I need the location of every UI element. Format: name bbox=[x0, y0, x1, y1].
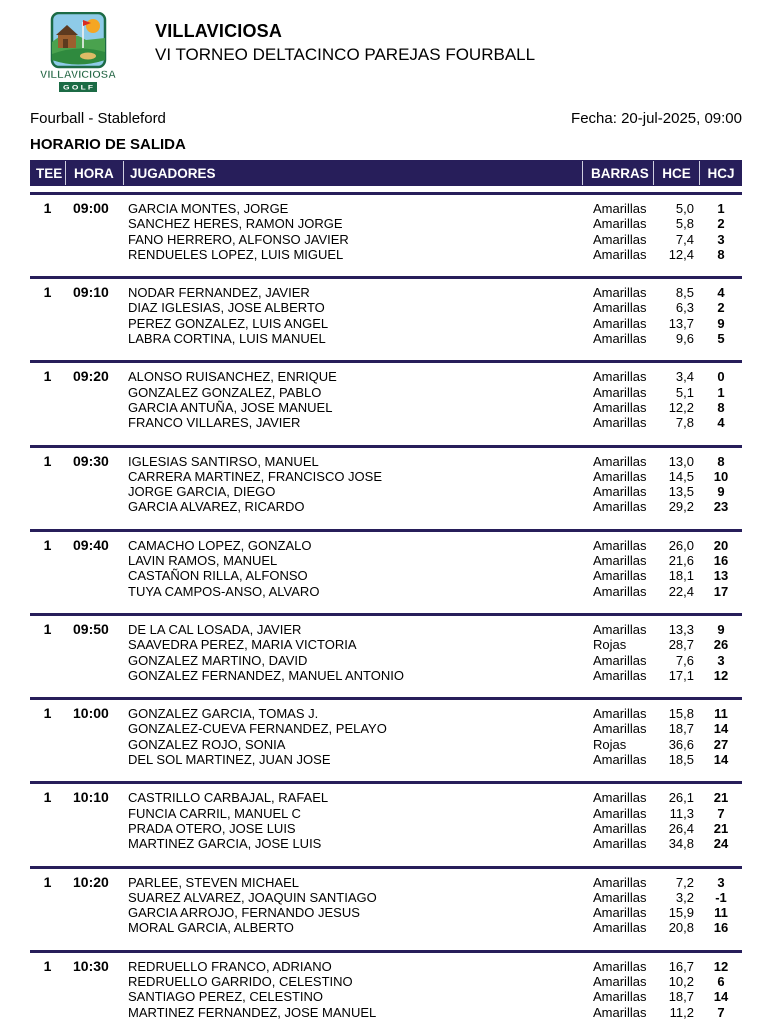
player-name: GONZALEZ GONZALEZ, PABLO bbox=[128, 384, 322, 400]
player-hcj: 8 bbox=[717, 399, 725, 415]
date-label: Fecha: 20-jul-2025, 09:00 bbox=[571, 110, 742, 127]
player-hce: 12,2 bbox=[668, 399, 694, 415]
player-name: GARCIA ANTUÑA, JOSE MANUEL bbox=[128, 399, 333, 415]
player-hce: 18,7 bbox=[668, 721, 694, 737]
player-hce: 17,1 bbox=[668, 667, 694, 683]
format-label: Fourball - Stableford bbox=[30, 110, 166, 127]
player-hcj: 3 bbox=[717, 231, 725, 247]
player-barras: Amarillas bbox=[593, 201, 647, 216]
player-barras: Amarillas bbox=[593, 415, 647, 431]
player-barras: Amarillas bbox=[593, 667, 647, 683]
player-row bbox=[122, 668, 742, 683]
player-row bbox=[122, 989, 742, 1004]
player-hcj: 26 bbox=[713, 637, 729, 653]
player-name: REDRUELLO GARRIDO, CELESTINO bbox=[128, 973, 353, 989]
player-row bbox=[122, 905, 742, 920]
player-hce: 6,3 bbox=[675, 300, 694, 316]
player-row bbox=[122, 890, 742, 905]
player-name: CAMACHO LOPEZ, GONZALO bbox=[128, 537, 312, 553]
player-hce: 13,7 bbox=[668, 315, 694, 331]
player-barras: Amarillas bbox=[593, 285, 647, 301]
player-row bbox=[122, 584, 742, 599]
player-hcj: 7 bbox=[717, 1004, 725, 1020]
player-name: RENDUELES LOPEZ, LUIS MIGUEL bbox=[128, 246, 344, 262]
player-name: GONZALEZ GARCIA, TOMAS J. bbox=[128, 706, 319, 722]
player-hcj: 17 bbox=[713, 583, 729, 599]
player-name: IGLESIAS SANTIRSO, MANUEL bbox=[128, 453, 319, 469]
player-name: GONZALEZ MARTINO, DAVID bbox=[128, 652, 308, 668]
player-row bbox=[122, 1005, 742, 1020]
player-barras: Amarillas bbox=[593, 583, 647, 599]
player-rows bbox=[122, 622, 742, 683]
player-barras: Amarillas bbox=[593, 820, 647, 836]
player-name: DIAZ IGLESIAS, JOSE ALBERTO bbox=[128, 300, 325, 316]
section-title: HORARIO DE SALIDA bbox=[30, 136, 186, 153]
player-name: MARTINEZ GARCIA, JOSE LUIS bbox=[128, 836, 322, 852]
player-barras: Amarillas bbox=[593, 568, 647, 584]
player-hcj: 10 bbox=[713, 468, 729, 484]
club-header bbox=[30, 12, 742, 98]
player-rows bbox=[122, 538, 742, 599]
player-hcj: 7 bbox=[717, 805, 725, 821]
player-barras: Amarillas bbox=[593, 621, 647, 637]
tee-number: 1 bbox=[43, 957, 52, 974]
column-header-hora: HORA bbox=[74, 165, 114, 181]
player-rows bbox=[122, 201, 742, 262]
tee-sheet-body bbox=[30, 192, 742, 1034]
tee-number: 1 bbox=[43, 368, 52, 385]
table-header bbox=[30, 160, 742, 186]
player-hce: 3,4 bbox=[675, 369, 694, 385]
player-hce: 36,6 bbox=[668, 736, 694, 752]
player-row bbox=[122, 706, 742, 721]
player-hce: 28,7 bbox=[668, 637, 694, 653]
player-hcj: 12 bbox=[713, 958, 729, 974]
player-row bbox=[122, 637, 742, 652]
player-rows bbox=[122, 285, 742, 346]
player-row bbox=[122, 790, 742, 805]
player-hce: 3,2 bbox=[675, 889, 694, 905]
player-row bbox=[122, 806, 742, 821]
tee-sheet bbox=[30, 160, 742, 1034]
player-name: GARCIA ALVAREZ, RICARDO bbox=[128, 499, 305, 515]
player-hce: 18,1 bbox=[668, 568, 694, 584]
player-hce: 26,4 bbox=[668, 820, 694, 836]
player-hce: 5,8 bbox=[675, 216, 694, 232]
player-name: SUAREZ ALVAREZ, JOAQUIN SANTIAGO bbox=[128, 889, 377, 905]
tee-number: 1 bbox=[43, 620, 52, 637]
player-name: SANTIAGO PEREZ, CELESTINO bbox=[128, 989, 324, 1005]
tee-number: 1 bbox=[43, 284, 52, 301]
tee-time: 09:50 bbox=[73, 620, 109, 637]
player-name: CARRERA MARTINEZ, FRANCISCO JOSE bbox=[128, 468, 383, 484]
player-hcj: -1 bbox=[715, 889, 727, 905]
player-barras: Amarillas bbox=[593, 973, 647, 989]
player-rows bbox=[122, 875, 742, 936]
tee-time: 09:00 bbox=[73, 200, 109, 216]
player-hcj: 14 bbox=[713, 752, 729, 768]
tee-group bbox=[30, 445, 742, 529]
player-hcj: 6 bbox=[717, 973, 725, 989]
player-name: LABRA CORTINA, LUIS MANUEL bbox=[128, 331, 326, 347]
player-hce: 15,8 bbox=[668, 706, 694, 722]
player-row bbox=[122, 201, 742, 216]
player-name: LAVIN RAMOS, MANUEL bbox=[128, 553, 278, 569]
tee-number: 1 bbox=[43, 873, 52, 890]
tee-number: 1 bbox=[43, 200, 52, 216]
player-row bbox=[122, 568, 742, 583]
player-name: CASTAÑON RILLA, ALFONSO bbox=[128, 568, 308, 584]
meta-row bbox=[30, 110, 742, 127]
player-hce: 10,2 bbox=[668, 973, 694, 989]
tee-number: 1 bbox=[43, 789, 52, 806]
player-barras: Amarillas bbox=[593, 484, 647, 500]
tee-time: 09:20 bbox=[73, 368, 109, 385]
player-name: FRANCO VILLARES, JAVIER bbox=[128, 415, 301, 431]
player-barras: Amarillas bbox=[593, 836, 647, 852]
tee-group bbox=[30, 697, 742, 781]
player-hce: 21,6 bbox=[668, 553, 694, 569]
player-barras: Amarillas bbox=[593, 537, 647, 553]
tee-time: 10:00 bbox=[73, 705, 109, 722]
player-row bbox=[122, 331, 742, 346]
player-name: GARCIA MONTES, JORGE bbox=[128, 201, 289, 216]
column-header-hce: HCE bbox=[662, 165, 691, 181]
player-barras: Rojas bbox=[593, 637, 627, 653]
player-name: DEL SOL MARTINEZ, JUAN JOSE bbox=[128, 752, 331, 768]
player-row bbox=[122, 752, 742, 767]
player-hce: 5,0 bbox=[675, 201, 694, 216]
player-barras: Amarillas bbox=[593, 652, 647, 668]
player-name: GONZALEZ-CUEVA FERNANDEZ, PELAYO bbox=[128, 721, 387, 737]
player-hce: 11,3 bbox=[669, 805, 694, 821]
player-hcj: 16 bbox=[713, 920, 729, 936]
tee-group bbox=[30, 360, 742, 444]
player-rows bbox=[122, 790, 742, 851]
player-row bbox=[122, 737, 742, 752]
player-barras: Amarillas bbox=[593, 315, 647, 331]
player-hcj: 4 bbox=[717, 285, 725, 301]
player-hcj: 11 bbox=[714, 905, 728, 921]
player-hcj: 2 bbox=[717, 300, 725, 316]
player-row bbox=[122, 836, 742, 851]
player-row bbox=[122, 959, 742, 974]
player-hcj: 1 bbox=[717, 384, 725, 400]
player-name: MARTINEZ FERNANDEZ, JOSE MANUEL bbox=[128, 1004, 377, 1020]
player-row bbox=[122, 538, 742, 553]
tournament-name: VI TORNEO DELTACINCO PAREJAS FOURBALL bbox=[155, 45, 536, 64]
tee-number: 1 bbox=[43, 536, 52, 553]
player-barras: Amarillas bbox=[593, 369, 647, 385]
player-hcj: 13 bbox=[713, 568, 729, 584]
player-hcj: 21 bbox=[713, 790, 729, 806]
player-barras: Amarillas bbox=[593, 790, 647, 806]
player-barras: Amarillas bbox=[593, 889, 647, 905]
player-name: CASTRILLO CARBAJAL, RAFAEL bbox=[128, 790, 329, 806]
column-header-tee: TEE bbox=[36, 165, 63, 181]
player-hce: 34,8 bbox=[668, 836, 694, 852]
logo-subtext: G O L F bbox=[63, 85, 94, 92]
tee-group bbox=[30, 781, 742, 865]
player-hcj: 14 bbox=[713, 989, 729, 1005]
tee-time: 10:20 bbox=[73, 873, 109, 890]
player-hcj: 0 bbox=[717, 369, 725, 385]
club-name: VILLAVICIOSA bbox=[155, 21, 283, 41]
player-hcj: 9 bbox=[717, 484, 725, 500]
player-row bbox=[122, 653, 742, 668]
player-barras: Amarillas bbox=[593, 874, 647, 890]
player-row bbox=[122, 469, 742, 484]
player-row bbox=[122, 285, 742, 300]
player-hce: 18,7 bbox=[668, 989, 694, 1005]
player-name: MORAL GARCIA, ALBERTO bbox=[128, 920, 294, 936]
player-row bbox=[122, 216, 742, 231]
player-row bbox=[122, 415, 742, 430]
tee-time: 10:30 bbox=[73, 957, 109, 974]
player-rows bbox=[122, 706, 742, 767]
player-row bbox=[122, 721, 742, 736]
player-hcj: 16 bbox=[713, 553, 729, 569]
column-header-barras: BARRAS bbox=[591, 165, 649, 181]
player-hcj: 23 bbox=[713, 499, 729, 515]
tee-number: 1 bbox=[43, 705, 52, 722]
player-row bbox=[122, 385, 742, 400]
player-rows bbox=[122, 959, 742, 1020]
player-name: TUYA CAMPOS-ANSO, ALVARO bbox=[128, 583, 320, 599]
player-hce: 22,4 bbox=[668, 583, 694, 599]
tee-time: 10:10 bbox=[73, 789, 109, 806]
tee-group bbox=[30, 613, 742, 697]
player-row bbox=[122, 622, 742, 637]
player-hcj: 27 bbox=[713, 736, 729, 752]
player-hce: 26,1 bbox=[668, 790, 694, 806]
player-hce: 16,7 bbox=[668, 958, 694, 974]
player-hcj: 11 bbox=[714, 706, 728, 722]
player-barras: Amarillas bbox=[593, 331, 647, 347]
tee-number: 1 bbox=[43, 452, 52, 469]
player-name: GONZALEZ ROJO, SONIA bbox=[128, 736, 286, 752]
title-block bbox=[155, 12, 535, 65]
player-hce: 5,1 bbox=[675, 384, 694, 400]
player-hce: 8,5 bbox=[675, 285, 694, 301]
player-barras: Amarillas bbox=[593, 1004, 647, 1020]
player-hce: 7,4 bbox=[675, 231, 694, 247]
player-row bbox=[122, 232, 742, 247]
player-hcj: 9 bbox=[717, 315, 725, 331]
player-row bbox=[122, 920, 742, 935]
player-hce: 13,5 bbox=[668, 484, 694, 500]
player-hce: 9,6 bbox=[675, 331, 694, 347]
player-hce: 11,2 bbox=[669, 1004, 694, 1020]
player-row bbox=[122, 369, 742, 384]
tee-time: 09:10 bbox=[73, 284, 109, 301]
player-hcj: 12 bbox=[713, 667, 729, 683]
player-barras: Amarillas bbox=[593, 721, 647, 737]
column-header-jugadores: JUGADORES bbox=[130, 165, 216, 181]
player-hcj: 3 bbox=[717, 652, 725, 668]
player-hcj: 8 bbox=[717, 246, 725, 262]
player-barras: Amarillas bbox=[593, 989, 647, 1005]
player-name: FANO HERRERO, ALFONSO JAVIER bbox=[128, 231, 349, 247]
player-name: PARLEE, STEVEN MICHAEL bbox=[128, 874, 299, 890]
column-header-hcj: HCJ bbox=[707, 165, 735, 181]
player-barras: Amarillas bbox=[593, 499, 647, 515]
player-hcj: 3 bbox=[717, 874, 725, 890]
tee-group bbox=[30, 950, 742, 1034]
player-rows bbox=[122, 369, 742, 430]
player-barras: Amarillas bbox=[593, 920, 647, 936]
player-hce: 13,0 bbox=[668, 453, 694, 469]
tee-group bbox=[30, 276, 742, 360]
player-hcj: 14 bbox=[713, 721, 729, 737]
player-hcj: 24 bbox=[713, 836, 729, 852]
player-row bbox=[122, 316, 742, 331]
player-row bbox=[122, 454, 742, 469]
player-name: DE LA CAL LOSADA, JAVIER bbox=[128, 621, 302, 637]
player-hce: 7,8 bbox=[675, 415, 694, 431]
player-row bbox=[122, 499, 742, 514]
player-barras: Amarillas bbox=[593, 231, 647, 247]
player-hce: 20,8 bbox=[668, 920, 694, 936]
player-barras: Amarillas bbox=[593, 805, 647, 821]
player-hce: 15,9 bbox=[668, 905, 694, 921]
tee-time: 09:40 bbox=[73, 536, 109, 553]
club-logo bbox=[38, 12, 118, 98]
player-row bbox=[122, 484, 742, 499]
player-name: SAAVEDRA PEREZ, MARIA VICTORIA bbox=[128, 637, 357, 653]
player-barras: Amarillas bbox=[593, 752, 647, 768]
player-name: PRADA OTERO, JOSE LUIS bbox=[128, 820, 296, 836]
player-hce: 14,5 bbox=[668, 468, 694, 484]
player-name: SANCHEZ HERES, RAMON JORGE bbox=[128, 216, 343, 232]
player-barras: Rojas bbox=[593, 736, 627, 752]
villaviciosa-logo-icon bbox=[38, 12, 118, 98]
player-barras: Amarillas bbox=[593, 300, 647, 316]
logo-text: VILLAVICIOSA bbox=[40, 69, 117, 81]
tee-group bbox=[30, 192, 742, 276]
player-hcj: 8 bbox=[717, 453, 725, 469]
tee-group bbox=[30, 866, 742, 950]
player-name: REDRUELLO FRANCO, ADRIANO bbox=[128, 958, 332, 974]
player-barras: Amarillas bbox=[593, 246, 647, 262]
player-name: GONZALEZ FERNANDEZ, MANUEL ANTONIO bbox=[128, 667, 404, 683]
player-rows bbox=[122, 454, 742, 515]
player-barras: Amarillas bbox=[593, 958, 647, 974]
player-barras: Amarillas bbox=[593, 453, 647, 469]
player-hcj: 20 bbox=[713, 537, 729, 553]
player-row bbox=[122, 875, 742, 890]
player-barras: Amarillas bbox=[593, 216, 647, 232]
player-hcj: 5 bbox=[717, 331, 725, 347]
player-row bbox=[122, 821, 742, 836]
player-name: ALONSO RUISANCHEZ, ENRIQUE bbox=[128, 369, 337, 385]
player-barras: Amarillas bbox=[593, 905, 647, 921]
player-hcj: 21 bbox=[713, 820, 729, 836]
player-hcj: 2 bbox=[717, 216, 725, 232]
player-barras: Amarillas bbox=[593, 399, 647, 415]
player-hce: 13,3 bbox=[668, 621, 694, 637]
player-barras: Amarillas bbox=[593, 553, 647, 569]
player-hce: 12,4 bbox=[668, 246, 694, 262]
player-barras: Amarillas bbox=[593, 468, 647, 484]
player-barras: Amarillas bbox=[593, 706, 647, 722]
player-hce: 7,6 bbox=[675, 652, 694, 668]
player-row bbox=[122, 247, 742, 262]
player-hcj: 4 bbox=[717, 415, 725, 431]
tee-time: 09:30 bbox=[73, 452, 109, 469]
player-name: NODAR FERNANDEZ, JAVIER bbox=[128, 285, 310, 301]
player-hce: 26,0 bbox=[668, 537, 694, 553]
player-hce: 29,2 bbox=[668, 499, 694, 515]
player-hcj: 9 bbox=[717, 621, 725, 637]
player-row bbox=[122, 300, 742, 315]
player-hce: 18,5 bbox=[668, 752, 694, 768]
player-row bbox=[122, 400, 742, 415]
player-name: JORGE GARCIA, DIEGO bbox=[128, 484, 276, 500]
tee-group bbox=[30, 529, 742, 613]
player-name: FUNCIA CARRIL, MANUEL C bbox=[128, 805, 301, 821]
player-row bbox=[122, 974, 742, 989]
player-hcj: 1 bbox=[717, 201, 725, 216]
player-name: GARCIA ARROJO, FERNANDO JESUS bbox=[128, 905, 360, 921]
player-barras: Amarillas bbox=[593, 384, 647, 400]
player-name: PEREZ GONZALEZ, LUIS ANGEL bbox=[128, 315, 329, 331]
player-hce: 7,2 bbox=[675, 874, 694, 890]
player-row bbox=[122, 553, 742, 568]
